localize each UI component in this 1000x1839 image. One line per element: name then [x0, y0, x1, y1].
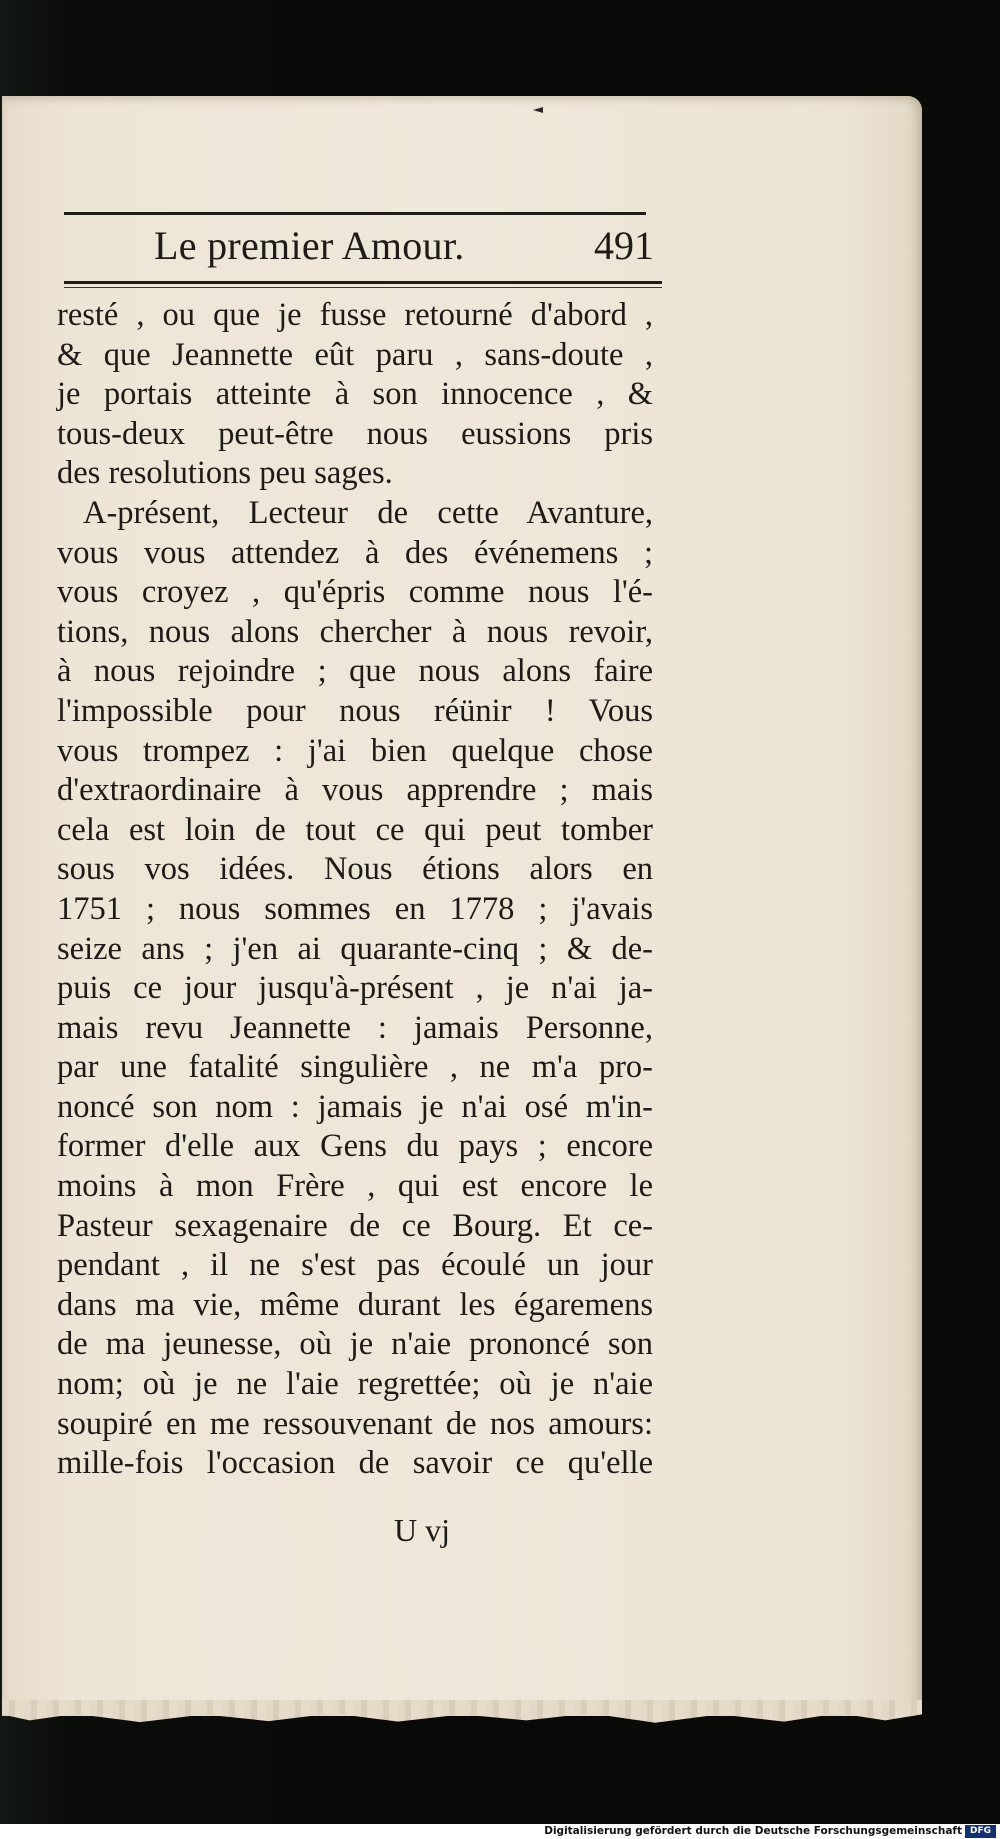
- text-line: A-présent, Lecteur de cette Avanture,: [83, 494, 653, 531]
- text-line: sous vos idées. Nous étions alors en: [57, 851, 653, 888]
- text-line: Pasteur sexagenaire de ce Bourg. Et ce-: [57, 1207, 653, 1244]
- text-line: l'impossible pour nous réünir ! Vous: [57, 692, 653, 729]
- text-line: tous-deux peut-être nous eussions pris: [57, 415, 653, 452]
- text-line: seize ans ; j'en ai quarante-cinq ; & de-: [57, 930, 653, 967]
- text-line: mais revu Jeannette : jamais Personne,: [57, 1009, 653, 1046]
- text-line: nom; où je ne l'aie regrettée; où je n'aie: [57, 1366, 653, 1403]
- text-line: à nous rejoindre ; que nous alons faire: [57, 653, 653, 690]
- text-line: par une fatalité singulière , ne m'a pro-: [57, 1049, 653, 1086]
- text-line: & que Jeannette eût paru , sans-doute ,: [57, 336, 653, 373]
- text-line: je portais atteinte à son innocence , &: [57, 376, 653, 413]
- text-line: vous croyez , qu'épris comme nous l'é-: [57, 574, 653, 611]
- funding-credit: Digitalisierung gefördert durch die Deutsche Forschungsgemeinschaft: [544, 1825, 962, 1837]
- text-line: vous vous attendez à des événemens ;: [57, 534, 653, 571]
- text-line: noncé son nom : jamais je n'ai osé m'in-: [57, 1088, 653, 1125]
- text-line: vous trompez : j'ai bien quelque chose: [57, 732, 653, 769]
- text-line: soupiré en me ressouvenant de nos amours:: [57, 1405, 653, 1442]
- running-title: Le premier Amour.: [154, 223, 465, 268]
- text-line: cela est loin de tout ce qui peut tomber: [57, 811, 653, 848]
- text-line: puis ce jour jusqu'à-présent , je n'ai ja-: [57, 970, 653, 1007]
- text-line: mille-fois l'occasion de savoir ce qu'elle: [57, 1445, 653, 1482]
- text-line: tions, nous alons chercher à nous revoir,: [57, 613, 653, 650]
- dfg-logo: DFG: [965, 1825, 996, 1838]
- body-text: [57, 296, 653, 1484]
- text-line: de ma jeunesse, où je n'aie prononcé son: [57, 1326, 653, 1363]
- text-line: des resolutions peu sages.: [57, 455, 393, 492]
- text-line: resté , ou que je fusse retourné d'abord ,: [57, 297, 653, 333]
- page-number: 491: [594, 223, 654, 268]
- text-line: moins à mon Frère , qui est encore le: [57, 1168, 653, 1205]
- digitization-footer: [0, 1824, 1000, 1839]
- text-line: dans ma vie, même durant les égaremens: [57, 1286, 653, 1323]
- text-line: pendant , il ne s'est pas écoulé un jour: [57, 1247, 653, 1284]
- page-header: [64, 218, 662, 278]
- text-line: former d'elle aux Gens du pays ; encore: [57, 1128, 653, 1165]
- header-rule-bottom: [64, 281, 662, 284]
- signature-mark: U vj: [394, 1512, 450, 1548]
- text-line: d'extraordinaire à vous apprendre ; mais: [57, 772, 653, 809]
- text-line: 1751 ; nous sommes en 1778 ; j'avais: [57, 890, 653, 927]
- header-rule-top: [64, 212, 646, 215]
